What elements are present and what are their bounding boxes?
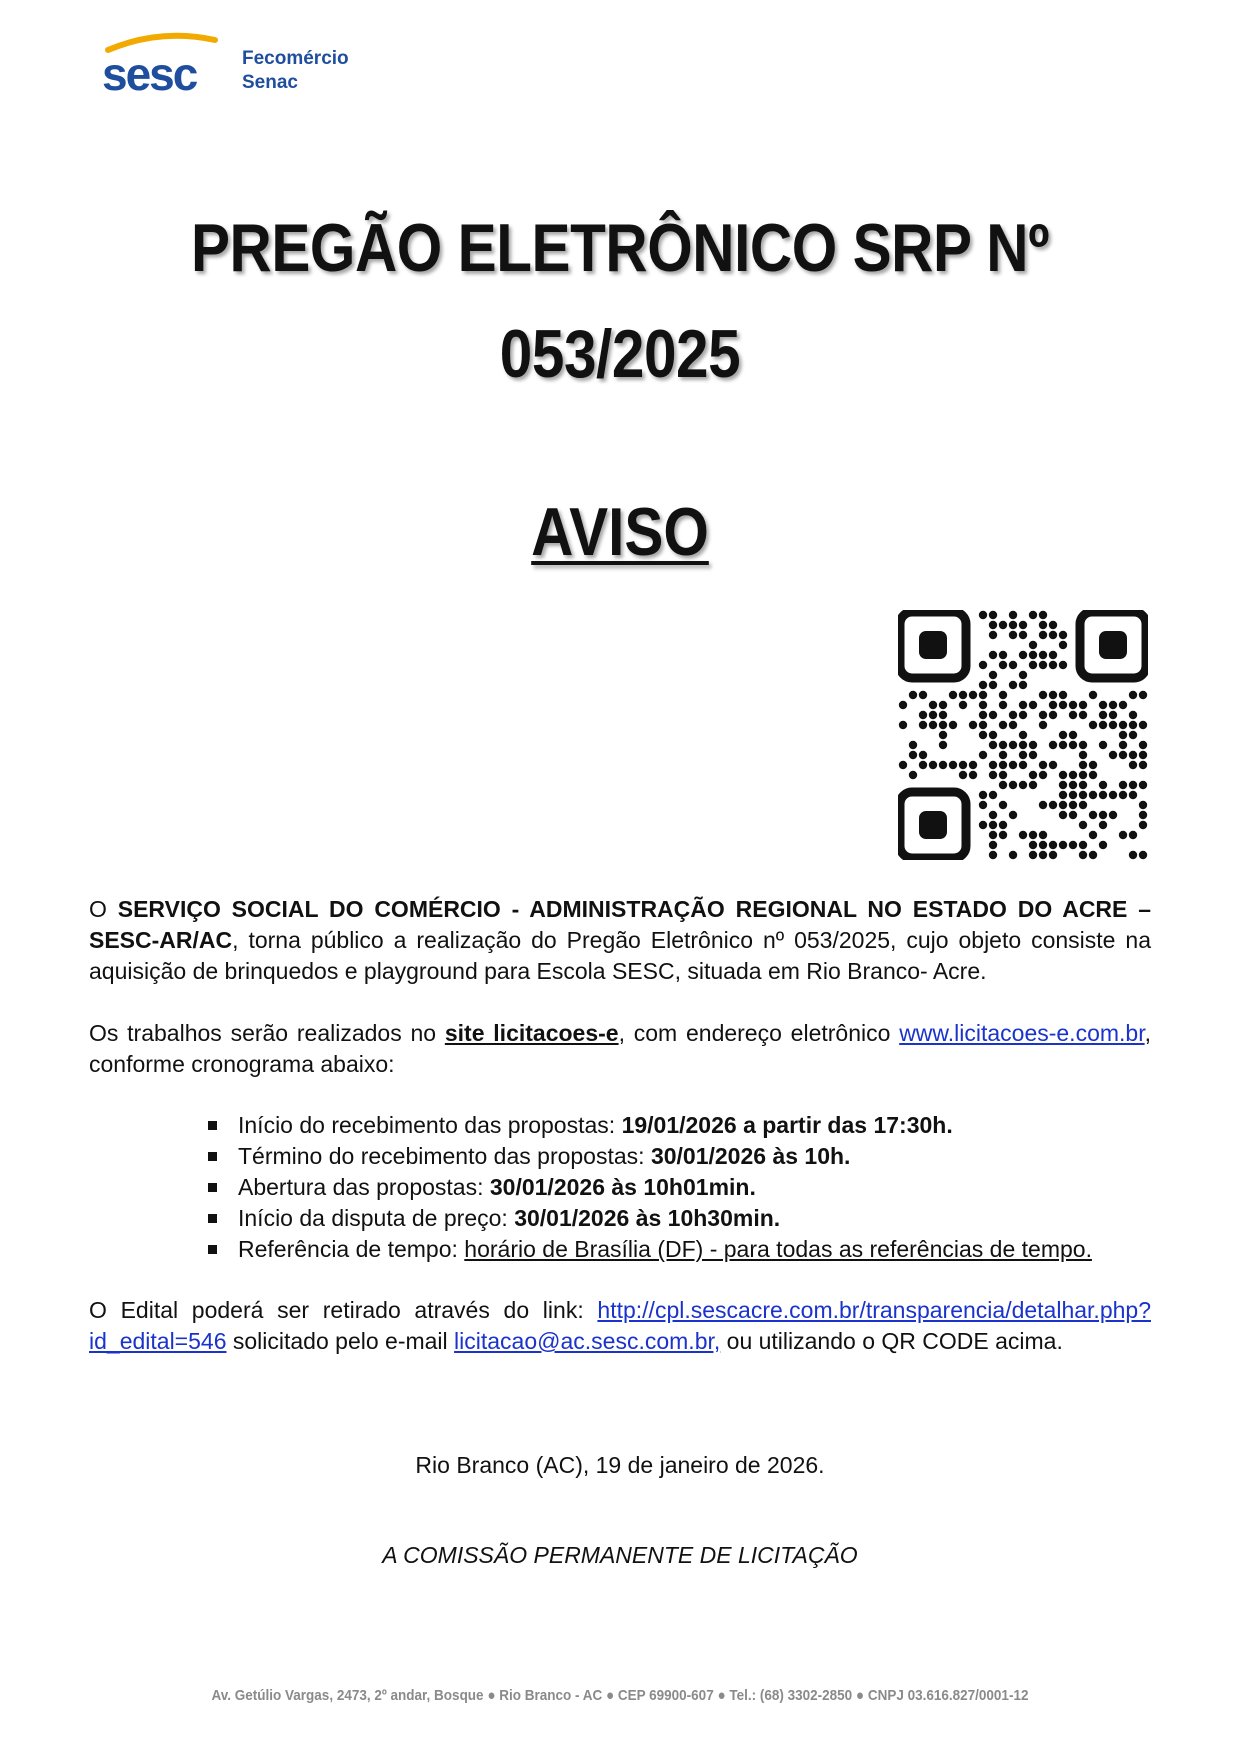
- edital-link[interactable]: http://cpl.sescacre.com.br/transparencia/detalhar.php?id_edital=546: [89, 1297, 1151, 1354]
- schedule-value: 19/01/2026 a partir das 17:30h.: [621, 1112, 953, 1138]
- schedule-label: Início do recebimento das propostas:: [238, 1112, 622, 1138]
- schedule-item: [208, 1203, 1158, 1234]
- work-prefix: Os trabalhos serão realizados no: [89, 1020, 445, 1046]
- qr-code-icon[interactable]: [898, 610, 1148, 860]
- place-date: Rio Branco (AC), 19 de janeiro de 2026.: [415, 1452, 825, 1478]
- title-line-1: PREGÃO ELETRÔNICO SRP Nº: [190, 210, 1050, 286]
- schedule-value: 30/01/2026 às 10h01min.: [489, 1174, 756, 1200]
- bullet-square-icon: [208, 1245, 217, 1254]
- schedule-value: 30/01/2026 às 10h.: [650, 1143, 851, 1169]
- sesc-logo-graphic: [100, 28, 380, 98]
- edital-middle: solicitado pelo e-mail: [226, 1328, 455, 1354]
- schedule-item: [208, 1141, 1158, 1172]
- work-suffix: , conforme cronograma abaixo:: [89, 1020, 1151, 1077]
- schedule-list: [208, 1110, 1158, 1265]
- logo-fecomercio-text: Fecomércio: [242, 48, 349, 69]
- edital-suffix: ou utilizando o QR CODE acima.: [720, 1328, 1063, 1354]
- schedule-item: [208, 1234, 1158, 1265]
- licitacoes-link[interactable]: www.licitacoes-e.com.br: [899, 1020, 1145, 1046]
- aviso-heading: [156, 492, 1085, 572]
- schedule-item: [208, 1172, 1158, 1203]
- schedule-label: Término do recebimento das propostas:: [238, 1143, 651, 1169]
- schedule-label: Início da disputa de preço:: [238, 1205, 515, 1231]
- intro-organization: SERVIÇO SOCIAL DO COMÉRCIO - ADMINISTRAÇÃO REGIONAL NO ESTADO DO ACRE – SESC-AR/AC: [89, 896, 1152, 953]
- intro-text: , torna público a realização do Pregão Eletrônico nº 053/2025, cujo objeto consiste na aquisição de brinquedos e playground para Escola SESC, situada em Rio Branco- Acre.: [89, 927, 1151, 984]
- email-link[interactable]: licitacao@ac.sesc.com.br,: [454, 1328, 721, 1354]
- sesc-logo: [100, 28, 380, 98]
- work-paragraph: [89, 1018, 1151, 1080]
- qr-code-graphic: [898, 610, 1148, 860]
- intro-paragraph: [89, 894, 1151, 987]
- logo-brand-text: sesc: [102, 48, 197, 98]
- bullet-square-icon: [208, 1121, 217, 1130]
- schedule-value: horário de Brasília (DF) - para todas as referências de tempo.: [464, 1236, 1092, 1262]
- bullet-square-icon: [208, 1214, 217, 1223]
- schedule-value: 30/01/2026 às 10h30min.: [514, 1205, 781, 1231]
- intro-prefix: O: [89, 896, 118, 922]
- edital-paragraph: [89, 1295, 1151, 1357]
- work-middle: , com endereço eletrônico: [618, 1020, 900, 1046]
- signature: A COMISSÃO PERMANENTE DE LICITAÇÃO: [382, 1542, 858, 1568]
- aviso-heading-text: AVISO: [531, 494, 709, 570]
- work-site: site licitacoes-e: [444, 1020, 619, 1046]
- title-line-2: 053/2025: [499, 316, 741, 392]
- schedule-label: Referência de tempo:: [238, 1236, 465, 1262]
- edital-prefix: O Edital poderá ser retirado através do link:: [89, 1297, 598, 1323]
- bullet-square-icon: [208, 1183, 217, 1192]
- bullet-square-icon: [208, 1152, 217, 1161]
- schedule-label: Abertura das propostas:: [238, 1174, 490, 1200]
- page-title: [156, 195, 1085, 407]
- footer-address: Av. Getúlio Vargas, 2473, 2º andar, Bosque ● Rio Branco - AC ● CEP 69900-607 ● Tel.: (68) 3302-2850 ● CNPJ 03.616.827/0001-12: [211, 1687, 1029, 1704]
- logo-senac-text: Senac: [242, 72, 298, 93]
- schedule-item: [208, 1110, 1158, 1141]
